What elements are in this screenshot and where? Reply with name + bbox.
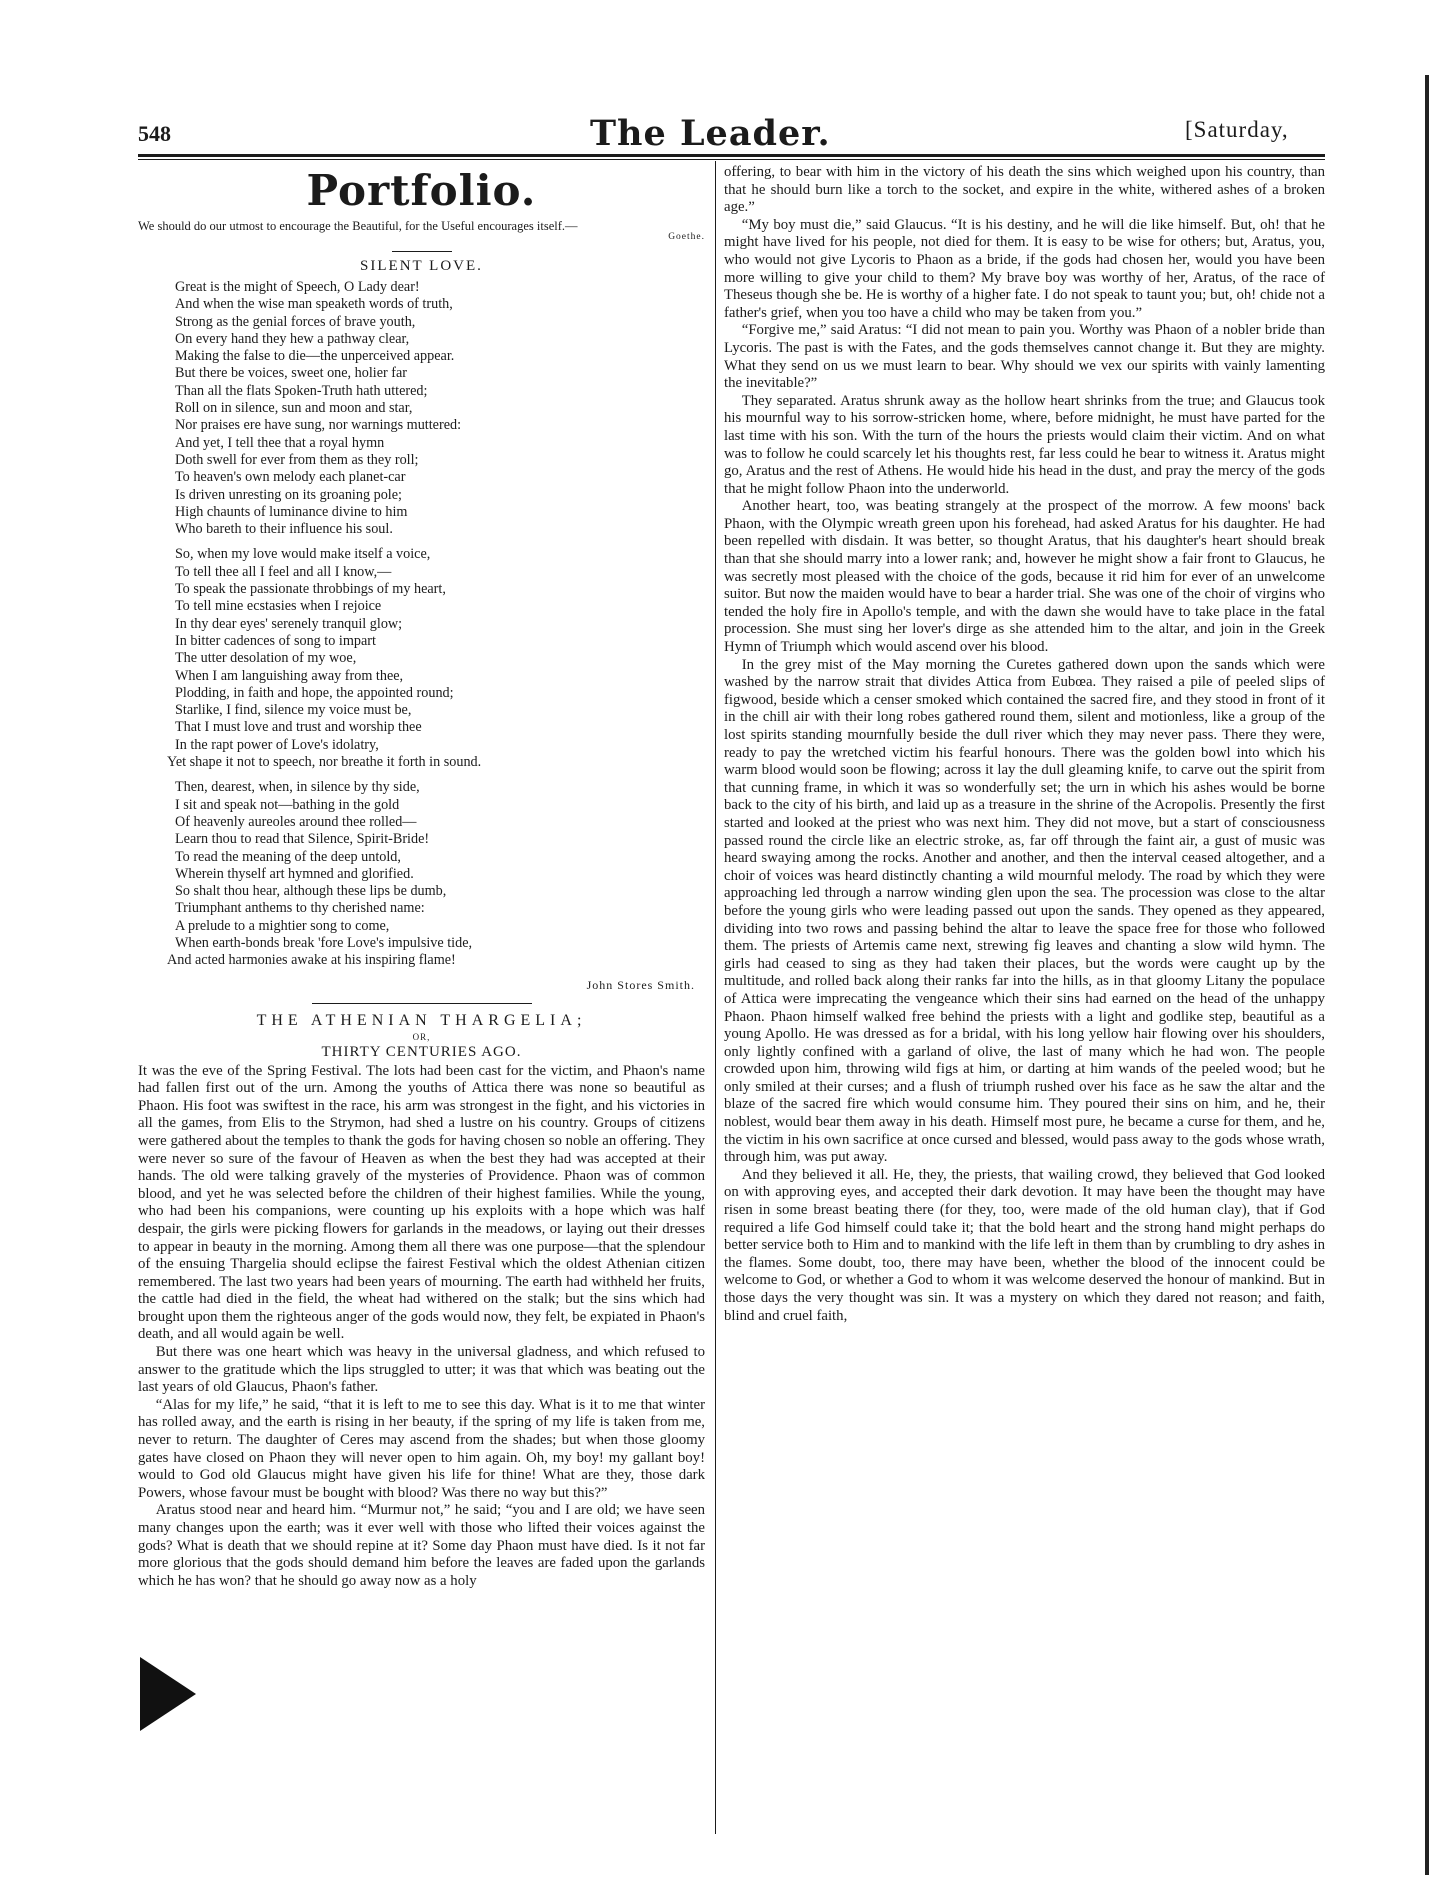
- article-body-right: [724, 164, 1325, 1325]
- right-column: [724, 164, 1325, 1325]
- poem-attribution: John Stores Smith.: [586, 977, 695, 992]
- poem-line: Wherein thyself art hymned and glorified.: [175, 865, 414, 882]
- poem-line: Who bareth to their influence his soul.: [175, 521, 393, 538]
- triangle-mark: [140, 1657, 196, 1731]
- poem-line: A prelude to a mightier song to come,: [175, 917, 390, 934]
- page-number: 548: [138, 121, 171, 146]
- poem-line: High chaunts of luminance divine to him: [175, 503, 408, 520]
- article-paragraph: It was the eve of the Spring Festival. The lots had been cast for the victim, and Phaon's name had fallen first out of the urn. Among the youths of Attica there was none so beautiful as Phaon. His foot was swiftest in the race, his arm was strongest in the fight, and his victories in all the games, from Elis to the Strymon, had shed a lustre on his country. Groups of citizens were gathered about the temples to thank the gods for having chosen so noble an offering. They were never so sure of the favour of Heaven as when the best they had was accepted at their hands. The old were talking gravely of the mysteries of Providence. Phaon was of common blood, and yet he was selected before the children of their highest families. While the young, who had been his companions, were counting up his exploits with a hope which was half despair, the girls were picking flowers for garlands in the meadows, or laying out their dresses to appear in beauty in the morning. Among them all there was one purpose—that the splendour of the ensuing Thargelia should eclipse the fairest Festival which the oldest Athenian citizen remembered. The last two years had been years of mourning. The earth had withheld her fruits, the cattle had died in the field, the wheat had withered on the stalk; but the sins which had brought upon them the righteous anger of the gods would now, they felt, be expiated in Phaon's death, and all would again be well.: [138, 1062, 705, 1343]
- poem-line: To speak the passionate throbbings of my heart,: [175, 581, 446, 598]
- poem-line: So shalt thou hear, although these lips be dumb,: [175, 883, 447, 900]
- left-column: [138, 164, 705, 1590]
- poem-stanza: [167, 546, 705, 771]
- masthead: The Leader.: [590, 113, 831, 154]
- poem-line: Strong as the genial forces of brave youth,: [175, 313, 416, 330]
- poem-line: And acted harmonies awake at his inspiring flame!: [167, 952, 456, 969]
- header-rule: [138, 154, 1325, 157]
- poem-line: In thy dear eyes' serenely tranquil glow;: [175, 615, 403, 632]
- poem-line: I sit and speak not—bathing in the gold: [175, 796, 400, 813]
- poem-line: To tell mine ecstasies when I rejoice: [175, 598, 382, 615]
- poem-line: On every hand they hew a pathway clear,: [175, 330, 410, 347]
- divider: [312, 1003, 532, 1004]
- article-paragraph: “Alas for my life,” he said, “that it is left to me to see this day. What is it to me that winter has rolled away, and the earth is rising in her beauty, if the spring of my life is taken from me, never to return. The daughter of Ceres may ascend from the shades; but when those gloomy gates have closed on Phaon they will never open to him again. Oh, my boy! my gallant boy! would to God old Glaucus might have given his life for thine! What are they, those dark Powers, whose favour must be bought with blood? Was there no way but this?”: [138, 1396, 705, 1501]
- poem-line: Than all the flats Spoken-Truth hath uttered;: [175, 382, 428, 399]
- poem-line: Triumphant anthems to thy cherished name:: [175, 900, 425, 917]
- poem-line: Of heavenly aureoles around thee rolled—: [175, 813, 417, 830]
- poem-line: Roll on in silence, sun and moon and star,: [175, 400, 413, 417]
- poem-line: Then, dearest, when, in silence by thy side,: [175, 779, 420, 796]
- poem-line: Is driven unresting on its groaning pole;: [175, 486, 402, 503]
- article-title-or: OR,: [412, 1031, 431, 1042]
- poem-line: Great is the might of Speech, O Lady dear!: [175, 279, 420, 295]
- date-day: [Saturday,: [1185, 117, 1289, 142]
- poem: [138, 258, 705, 970]
- poem-line: And when the wise man speaketh words of truth,: [175, 296, 453, 313]
- page-edge-bar: [1425, 75, 1429, 1875]
- article-paragraph: “My boy must die,” said Glaucus. “It is his destiny, and he will die like himself. But, oh! that he might have lived for his people, not died for them. It is easy to be wise for others; but, Aratus, you, who would not give Lycoris to Phaon as a bride, if the gods had chosen her, would you have been more willing to give your child to them? My brave boy was worthy of her, Aratus, of the race of Theseus though she be. He is worthy of a higher fate. I do not speak to taunt you; but, oh! chide not a father's grief, when you too have a child who may be taken from you.”: [724, 216, 1325, 321]
- article-paragraph: But there was one heart which was heavy in the universal gladness, and which refused to answer to the gratitude which the lips struggled to utter; it was that which was beating out the last years of old Glaucus, Phaon's father.: [138, 1344, 705, 1396]
- poem-line: So, when my love would make itself a voice,: [175, 546, 431, 563]
- article-subtitle: THIRTY CENTURIES AGO.: [321, 1043, 522, 1060]
- article-paragraph: offering, to bear with him in the victory of his death the sins which weighed upon his country, than that he should burn like a torch to the socket, and expire in the white, withered ashes of a broken age.”: [724, 164, 1325, 216]
- section-title: Portfolio.: [306, 166, 537, 215]
- article-paragraph: They separated. Aratus shrunk away as the hollow heart shrinks from the true; and Glaucus took his mournful way to his sorrow-stricken home, where, before midnight, he must have parted for the last time with his son. With the turn of the hours the priests would claim their victim. And on what was to follow he could scarcely let his thoughts rest, far less could he bear to witness it. Aratus might go, Aratus and the rest of Athens. He would hide his head in the dust, and pray the mercy of the gods that he might follow Phaon into the underworld.: [724, 392, 1325, 497]
- article-title: THE ATHENIAN THARGELIA;: [256, 1011, 587, 1029]
- poem-line: Doth swell for ever from them as they roll;: [175, 451, 419, 468]
- divider: [392, 251, 452, 252]
- poem-line: But there be voices, sweet one, holier far: [175, 365, 408, 382]
- poem-line: Plodding, in faith and hope, the appointed round;: [175, 684, 454, 701]
- poem-line: In the rapt power of Love's idolatry,: [175, 736, 379, 753]
- poem-line: And yet, I tell thee that a royal hymn: [175, 434, 385, 451]
- motto: We should do our utmost to encourage the Beautiful, for the Useful encourages itself.—: [138, 219, 578, 233]
- poem-line: Making the false to die—the unperceived appear.: [175, 348, 455, 365]
- article-paragraph: Another heart, too, was beating strangely at the prospect of the morrow. A few moons' back Phaon, with the Olympic wreath green upon his forehead, had asked Aratus for his daughter. He had been repelled with disdain. It was better, so thought Aratus, that his daughter's heart should break than that she should marry into a lower rank; and, however he might show a fair front to Glaucus, he was secretly most pleased with the choice of the gods, because it rid him for ever of an unwelcome suitor. But now the maiden would have to bear a harder trial. She was one of the choir of virgins who tended the holy fire in Apollo's temple, and with the dawn she would have to take place in the fatal procession. She must sing her lover's dirge as she attended him to the altar, and join in the Greek Hymn of Triumph which would ascend over his blood.: [724, 498, 1325, 656]
- column-rule: [715, 161, 716, 1834]
- poem-line: Starlike, I find, silence my voice must be,: [175, 702, 412, 719]
- motto-attribution: Goethe.: [668, 232, 705, 242]
- header-rule-thin: [138, 159, 1325, 160]
- poem-line: The utter desolation of my woe,: [175, 650, 357, 667]
- poem-line: Yet shape it not to speech, nor breathe it forth in sound.: [167, 754, 482, 771]
- poem-line: To read the meaning of the deep untold,: [175, 848, 401, 865]
- article-body-left: [138, 1063, 705, 1591]
- article-paragraph: “Forgive me,” said Aratus: “I did not mean to pain you. Worthy was Phaon of a nobler bride than Lycoris. The past is with the Fates, and the gods themselves cannot change it. But they are mighty. What they send on us we must learn to bear. Why should we vex our spirits with vainly lamenting the inevitable?”: [724, 322, 1325, 392]
- poem-line: When earth-bonds break 'fore Love's impulsive tide,: [175, 934, 473, 951]
- poem-line: Nor praises ere have sung, nor warnings muttered:: [175, 417, 462, 434]
- poem-line: When I am languishing away from thee,: [175, 667, 404, 684]
- article-paragraph: Aratus stood near and heard him. “Murmur not,” he said; “you and I are old; we have seen many changes upon the earth; was it ever well with those who lifted their voices against the gods? What is death that we should repine at it? Some day Phaon must have died. Is it not far more glorious that the gods should demand him before the leaves are faded upon the garlands which he has won? that he should go away now as a holy: [138, 1502, 705, 1589]
- poem-stanza: [167, 779, 705, 969]
- poem-line: In bitter cadences of song to impart: [175, 632, 376, 649]
- poem-line: To heaven's own melody each planet-car: [175, 469, 406, 486]
- poem-title: SILENT LOVE.: [360, 258, 483, 274]
- article-paragraph: And they believed it all. He, they, the priests, that wailing crowd, they believed that God looked on with approving eyes, and accepted their dark devotion. It may have been the thought may have risen in some breast beating there (for they, too, were made of the old human clay), that if God required a life God himself could take it; that the bold heart and the strong hand might perhaps do better service both to Him and to mankind with the life left in them than by crumbling to dry ashes in the flames. Some doubt, too, there may have been, whether the blood of the innocent could be welcome to God, or whether a God to whom it was welcome deserved the honour of mankind. But in those days the very thought was sin. It was a mystery on which they dared not reason; and faith, blind and cruel faith,: [724, 1166, 1325, 1324]
- poem-line: To tell thee all I feel and all I know,—: [175, 563, 392, 580]
- poem-line: Learn thou to read that Silence, Spirit-Bride!: [175, 831, 430, 848]
- poem-stanza: [175, 279, 705, 538]
- poem-line: That I must love and trust and worship thee: [175, 719, 422, 736]
- article-paragraph: In the grey mist of the May morning the Curetes gathered down upon the sands which were washed by the narrow strait that divides Attica from Eubœa. They raised a pile of peeled slips of figwood, beside which a censer smoked which contained the sacred fire, and they stood in front of it in the chill air with their long robes gathered round them, silent and motionless, like a group of the lost spirits standing mournfully beside the dull river which they may never pass. There they were, ready to pay the wretched victim his fearful honours. There was the golden bowl into which his warm blood would soon be flowing; across it lay the dull gleaming knife, to carve out the spirit from that cunning frame, in which it was so wonderfully set; the urn in which his ashes would be borne back to the city of his birth, and laid up as a treasure in the shrine of the Acropolis. Presently the first started and looked at the priest who was next him. They did not move, but a start of consciousness passed round the circle like an electric stroke, as, far off through the faint air, a gust of music was heard swaying among the rocks. Another and another, and then the interval ceased altogether, and a choir of voices was heard distinctly chanting a wild mournful melody. The road by which they were approaching led through a narrow winding glen upon the sea. The procession was close to the altar before the young girls who were leading passed out upon the sands. They opened as they appeared, dividing into two rows and passing behind the altar to leave the space free for those who followed them. The priests of Artemis came next, strewing fig leaves and chanting a slow wild hymn. The girls had ceased to sing as they had taken their places, but the words were caught up by the multitude, and rolled back along their ranks far into the hills, as in that gloomy Litany the populace of Attica were imprecating the vengeance which their sins had earned on the head of the unhappy Phaon. Phaon himself walked free behind the priests with a light and godlike step, beautiful as a young Apollo. He was dressed as for a bridal, with his long yellow hair flowing over his shoulders, only lightly confined with a garland of olive, the last of many which he had won. The people crowded upon him, throwing wild figs at him, or darting at him wands of the peeled wood; but he only smiled at their curses; and a flush of triumph rushed over his face as he saw the altar and the blaze of the sacred fire which would consume him. They poured their sins on him, and he, their noblest, would bear them away in his death. Himself most pure, he became a curse for them, and he, the victim in his own sacrifice at once cursed and blessed, would pass away to the gods whose wrath, through him, was put away.: [724, 656, 1325, 1166]
